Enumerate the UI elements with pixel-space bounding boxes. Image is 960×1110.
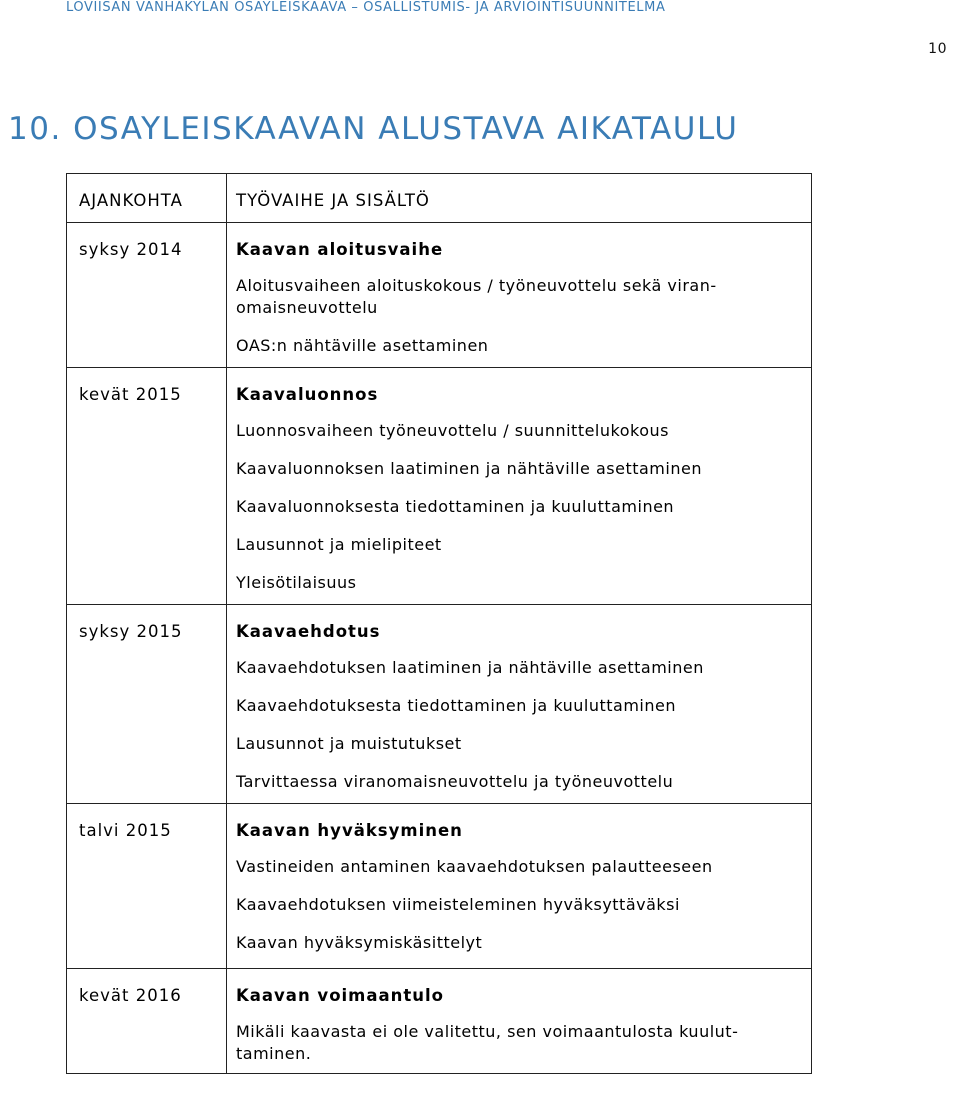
period-label: syksy 2015: [79, 622, 183, 641]
period-cell: [67, 605, 227, 804]
task-item: Kaavaehdotuksen viimeisteleminen hyväksyttäväksi: [236, 895, 680, 914]
phase-title: Kaavan voimaantulo: [236, 986, 445, 1005]
phase-cell: [227, 969, 812, 1074]
running-head: LOVIISAN VANHAKYLÄN OSAYLEISKAAVA – OSALLISTUMIS- JA ARVIOINTISUUNNITELMA: [66, 0, 666, 15]
column-header-phase: TYÖVAIHE JA SISÄLTÖ: [236, 191, 430, 210]
page-number: 10: [928, 41, 947, 57]
table-row: [67, 368, 812, 605]
period-label: syksy 2014: [79, 240, 183, 259]
period-label: talvi 2015: [79, 821, 172, 840]
task-item: Kaavaehdotuksesta tiedottaminen ja kuuluttaminen: [236, 696, 676, 715]
period-label: kevät 2016: [79, 986, 182, 1005]
task-item: Yleisötilaisuus: [236, 573, 357, 592]
column-header-time: AJANKOHTA: [79, 191, 183, 210]
task-item: Aloitusvaiheen aloituskokous / työneuvottelu sekä viran-omaisneuvottelu: [236, 276, 717, 317]
table-header-cell: [67, 174, 227, 223]
task-item: Kaavaluonnoksen laatiminen ja nähtäville asettaminen: [236, 459, 702, 478]
phase-cell: [227, 804, 812, 969]
table-row: [67, 804, 812, 969]
period-cell: [67, 223, 227, 368]
task-item: Luonnosvaiheen työneuvottelu / suunnittelukokous: [236, 421, 669, 440]
schedule-table: [66, 173, 812, 1074]
task-item: Kaavaluonnoksesta tiedottaminen ja kuuluttaminen: [236, 497, 675, 516]
task-item: Vastineiden antaminen kaavaehdotuksen palautteeseen: [236, 857, 713, 876]
task-item: Mikäli kaavasta ei ole valitettu, sen voimaantulosta kuulut-taminen.: [236, 1022, 739, 1063]
table-row: [67, 223, 812, 368]
task-item: Tarvittaessa viranomaisneuvottelu ja työneuvottelu: [236, 772, 674, 791]
task-item: Lausunnot ja mielipiteet: [236, 535, 442, 554]
phase-title: Kaavan hyväksyminen: [236, 821, 463, 840]
table-header-cell: [227, 174, 812, 223]
phase-cell: [227, 368, 812, 605]
task-item: Lausunnot ja muistutukset: [236, 734, 462, 753]
table-row: [67, 605, 812, 804]
period-cell: [67, 804, 227, 969]
task-item: Kaavan hyväksymiskäsittelyt: [236, 933, 483, 952]
period-label: kevät 2015: [79, 385, 182, 404]
table-header-row: [67, 174, 812, 223]
task-item: OAS:n nähtäville asettaminen: [236, 336, 489, 355]
period-cell: [67, 969, 227, 1074]
phase-cell: [227, 223, 812, 368]
phase-cell: [227, 605, 812, 804]
phase-title: Kaavaehdotus: [236, 622, 381, 641]
section-title: 10. OSAYLEISKAAVAN ALUSTAVA AIKATAULU: [8, 111, 739, 147]
phase-title: Kaavaluonnos: [236, 385, 379, 404]
task-item: Kaavaehdotuksen laatiminen ja nähtäville asettaminen: [236, 658, 704, 677]
period-cell: [67, 368, 227, 605]
table-row: [67, 969, 812, 1074]
schedule-body: [67, 223, 812, 1074]
phase-title: Kaavan aloitusvaihe: [236, 240, 444, 259]
